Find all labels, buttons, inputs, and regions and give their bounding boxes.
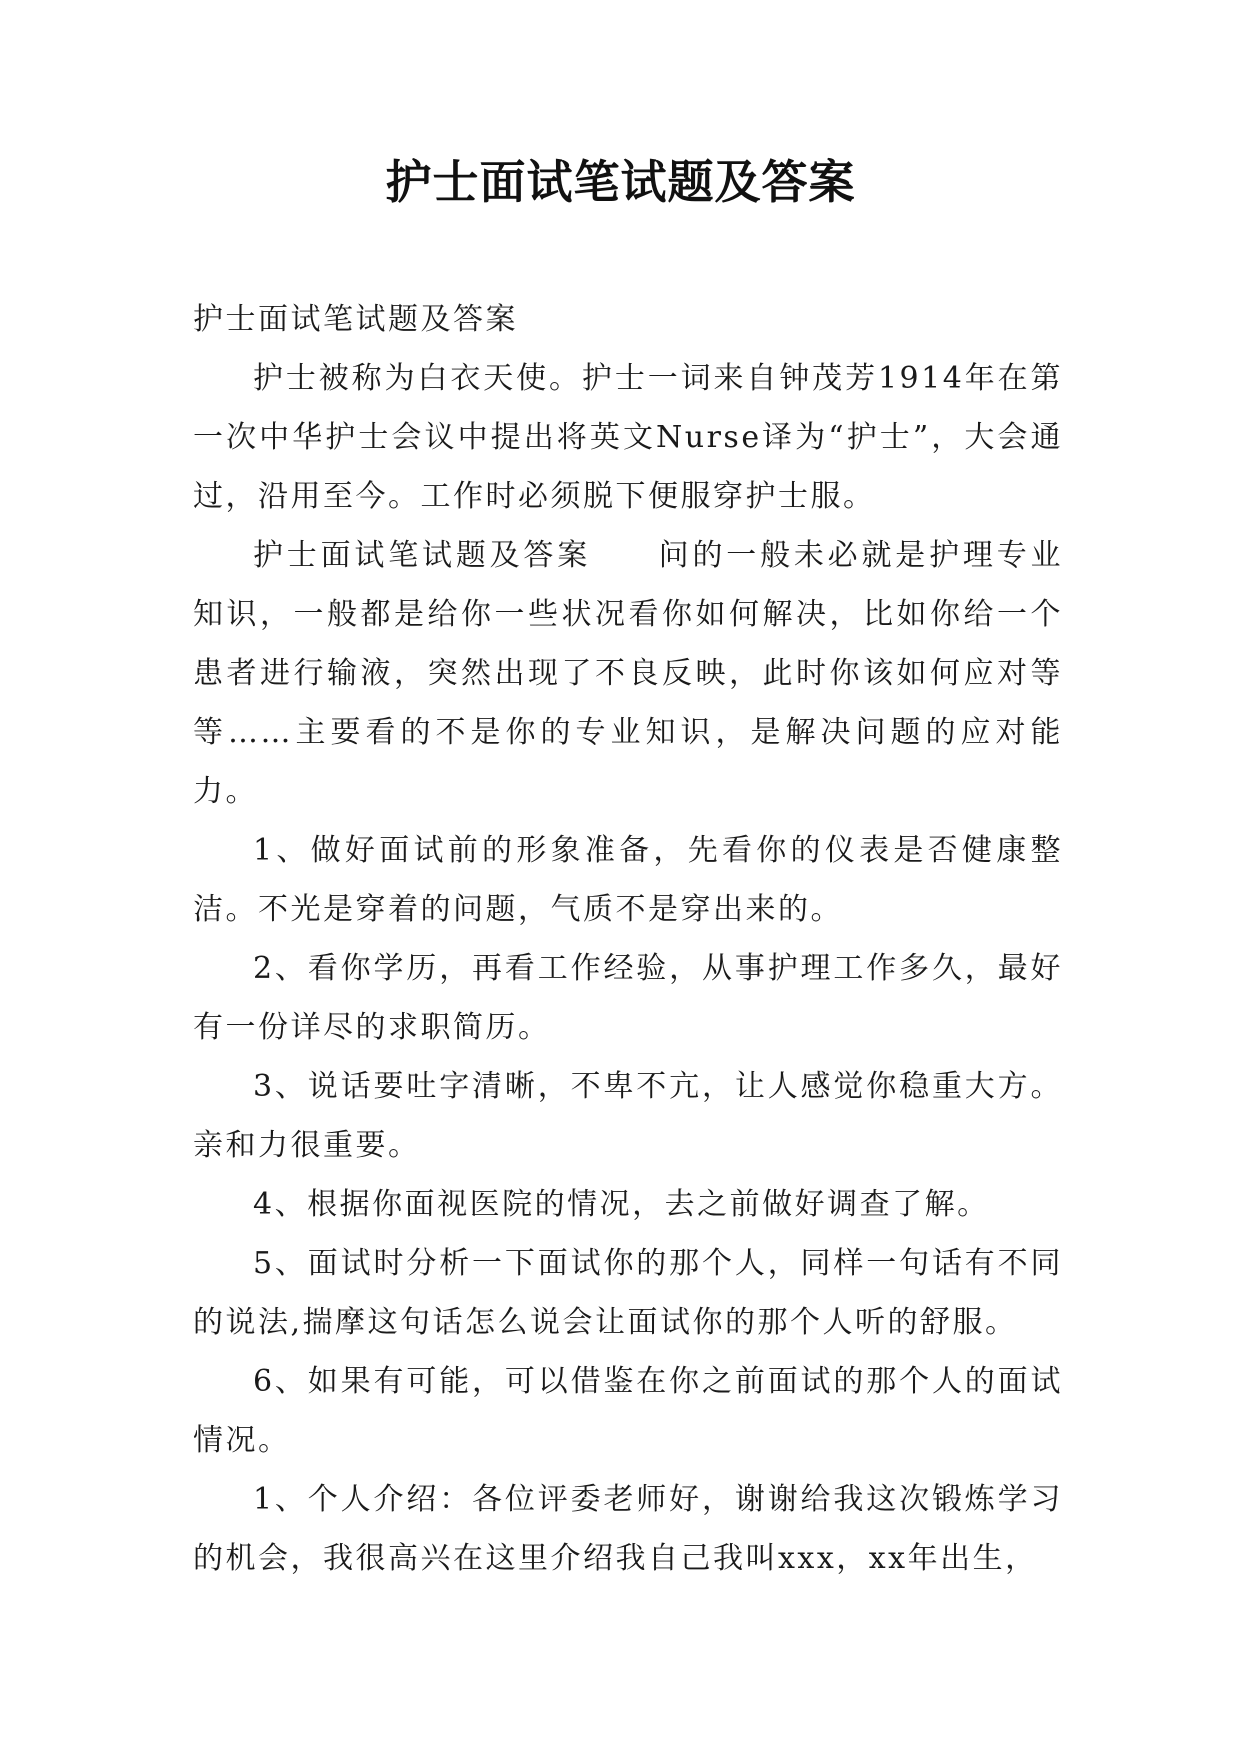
paragraph-tip-3: 3、说话要吐字清晰，不卑不亢，让人感觉你稳重大方。亲和力很重要。 xyxy=(193,1069,1063,1163)
paragraph-tip-2: 2、看你学历，再看工作经验，从事护理工作多久，最好有一份详尽的求职简历。 xyxy=(193,951,1063,1045)
paragraph-tip-1: 1、做好面试前的形象准备，先看你的仪表是否健康整洁。不光是穿着的问题，气质不是穿出来的。 xyxy=(193,833,1063,927)
document-subtitle: 护士面试笔试题及答案 xyxy=(193,302,518,337)
paragraph-self-intro: 1、个人介绍：各位评委老师好，谢谢给我这次锻炼学习的机会，我很高兴在这里介绍我自己我叫xxx，xx年出生， xyxy=(193,1482,1063,1576)
document-body xyxy=(193,290,1063,1588)
document-title: 护士面试笔试题及答案 xyxy=(385,155,856,209)
paragraph-overview: 护士面试笔试题及答案 问的一般未必就是护理专业知识，一般都是给你一些状况看你如何解决，比如你给一个患者进行输液，突然出现了不良反映，此时你该如何应对等等……主要看的不是你的专业知识，是解决问题的应对能力。 xyxy=(193,538,1063,809)
paragraph-tip-6: 6、如果有可能，可以借鉴在你之前面试的那个人的面试情况。 xyxy=(193,1364,1063,1458)
paragraph-tip-4: 4、根据你面视医院的情况，去之前做好调查了解。 xyxy=(253,1187,990,1222)
paragraph-tip-5: 5、面试时分析一下面试你的那个人，同样一句话有不同的说法,揣摩这句话怎么说会让面试你的那个人听的舒服。 xyxy=(193,1246,1063,1340)
paragraph-intro: 护士被称为白衣天使。护士一词来自钟茂芳1914年在第一次中华护士会议中提出将英文Nurse译为“护士”，大会通过，沿用至今。工作时必须脱下便服穿护士服。 xyxy=(193,361,1063,514)
